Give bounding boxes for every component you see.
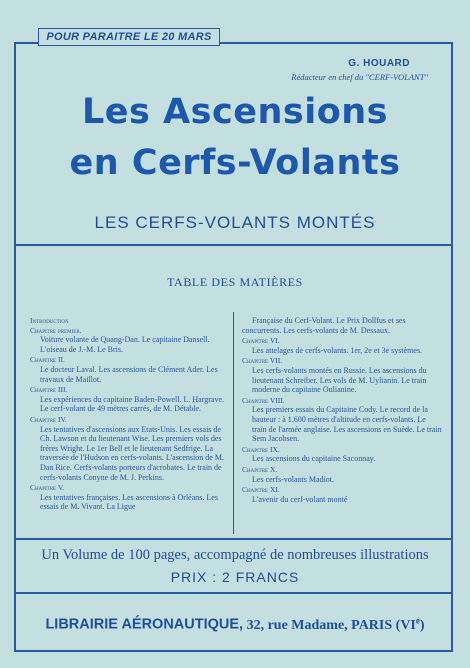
toc-entry: Les premiers essais du Capitaine Cody. Le record de la hauteur : à 1.600 mètres d'altitude en cerfs-volants. Le train de l'armée anglaise. Les ascensions en Suède. Le train Sem Jacobsen. <box>252 405 442 444</box>
book-title-line2: en Cerfs-Volants <box>69 143 401 183</box>
publisher-address: 32, rue Madame, PARIS (VIe) <box>243 615 425 633</box>
toc-chapter-heading: Chapitre XI. <box>242 485 280 495</box>
release-date-banner: POUR PARAITRE LE 20 MARS <box>38 28 220 46</box>
publisher-line <box>0 615 470 634</box>
volume-description: Un Volume de 100 pages, accompagné de nombreuses illustrations <box>41 547 429 563</box>
toc-entry: Française du Cerf-Volant. Le Prix Dollfus et ses concurrents. Les cerfs-volants de M. Dessaux. <box>242 316 406 335</box>
divider-rule <box>14 538 453 540</box>
price-line: PRIX : 2 FRANCS <box>170 569 300 585</box>
toc-entry: Le docteur Laval. Les ascensions de Clément Ader. Les travaux de Maillot. <box>40 364 218 384</box>
toc-entry: Les cerfs-volants Madiot. <box>252 474 334 484</box>
toc-heading: TABLE DES MATIÈRES <box>167 275 303 289</box>
toc-chapter-heading: Chapitre VI. <box>242 336 280 346</box>
toc-chapter-heading: Chapitre III. <box>30 385 68 395</box>
author-name: G. HOUARD <box>348 58 410 69</box>
book-subtitle: LES CERFS-VOLANTS MONTÉS <box>94 213 376 232</box>
publisher-name: LIBRAIRIE AÉRONAUTIQUE, <box>45 616 244 633</box>
toc-chapter-heading: Chapitre IV. <box>30 414 67 424</box>
divider-rule <box>14 244 453 246</box>
toc-chapter-heading: Chapitre VIII. <box>242 395 285 405</box>
toc-chapter-heading: Chapitre VII. <box>242 356 283 366</box>
toc-entry: Voiture volante de Quang-Dan. Le capitaine Dansell. L'oiseau de J.-M. Le Bris. <box>40 335 210 354</box>
toc-left-column <box>30 316 230 513</box>
toc-column-divider <box>233 312 234 534</box>
toc-entry: Les ascensions du capitaine Saconnay. <box>252 454 376 464</box>
toc-right-column <box>242 316 442 505</box>
toc-entry: Les tentatives françaises. Les ascensions à Orléans. Les essais de M. Vivant. La Ligue <box>40 492 218 512</box>
toc-chapter-heading: Chapitre II. <box>30 355 65 365</box>
toc-chapter-heading: Chapitre X. <box>242 464 278 474</box>
toc-entry: L'avenir du cerf-volant monté <box>252 494 348 504</box>
book-title-line1: Les Ascensions <box>81 92 388 132</box>
toc-chapter-heading: Chapitre IX. <box>242 444 280 454</box>
toc-entry: Les attelages de cerfs-volants. 1er, 2e et 3e systèmes. <box>252 345 423 355</box>
toc-entry: Les tentatives d'ascensions aux Etats-Unis. Les essais de Ch. Lawson et du lieutenant Wise. Les premiers vols des frères Wright. Le 1er Bell et le lieutenant Sedfrige. La traversée de l'Hudson en cerfs-volants. L'ascension de M. Dan Rice. Cerfs-volants porteurs d'acrobates. Le train de cerfs-volants Conyne de M. J. Perkins. <box>40 424 224 482</box>
author-role: Rédacteur en chef du "CERF-VOLANT" <box>291 72 428 82</box>
toc-entry: Les cerfs-volants montés en Russie. Les ascensions du lieutenant Schreiber. Les vols de M. Uylianin. Le train moderne du capitaine Oulianine. <box>252 365 427 395</box>
toc-chapter-heading: Chapitre V. <box>30 483 65 493</box>
divider-rule <box>14 592 453 594</box>
toc-chapter-heading: Chapitre premier. <box>30 325 82 335</box>
toc-chapter-heading: Introduction <box>30 316 69 325</box>
toc-entry: Les expériences du capitaine Baden-Powell. L. Hargrave. Le cerf-volant de 49 mètres carrés, de M. Détable. <box>40 394 224 414</box>
